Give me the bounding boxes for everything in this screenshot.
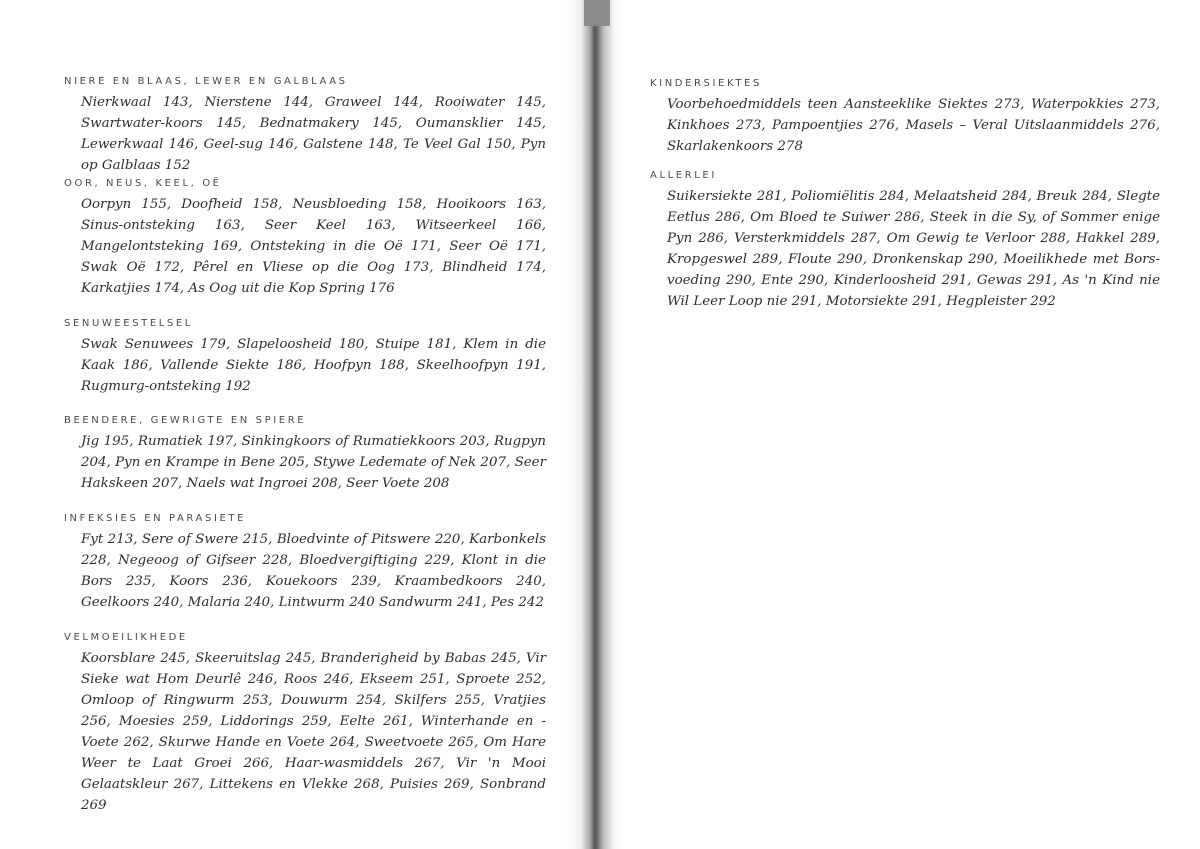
left-page [0,0,566,849]
section-heading: INFEKSIES EN PARASIETE [64,513,247,524]
section-heading: KINDERSIEKTES [650,78,762,89]
section-entries: Nierkwaal 143, Nierstene 144, Graweel 144, Rooiwater 145, Swartwater-koors 145, Bednatmakery 145, Oumansklier 145, Lewerkwaal 146, Geel-sug 146, Galstene 148, Te Veel Gal 150, Pyn op Galblaas 152 [81,95,546,173]
section-allerlei [650,170,1160,312]
book-spine-edge [584,0,610,26]
book-gutter-shadow [566,0,626,849]
section-heading: BEENDERE, GEWRIGTE EN SPIERE [64,415,307,426]
section-senuweestelsel [64,318,546,397]
section-beendere-gewrigte [64,415,546,494]
section-heading: VELMOEILIKHEDE [64,632,188,643]
section-niere-en-blaas [64,76,546,176]
section-entries: Voorbehoedmiddels teen Aansteeklike Siektes 273, Waterpokkies 273, Kinkhoes 273, Pampoentjies 276, Masels – Veral Uitslaanmiddels 276, Skarlakenkoors 278 [667,97,1160,154]
section-entries: Fyt 213, Sere of Swere 215, Bloedvinte of Pitswere 220, Karbonkels 228, Negeoog of Gifseer 228, Bloedvergiftiging 229, Klont in die Bors 235, Koors 236, Kouekoors 239, Kraambedkoors 240, Geelkoors 240, Malaria 240, Lintwurm 240 Sandwurm 241, Pes 242 [81,532,546,610]
section-entries: Koorsblare 245, Skeeruitslag 245, Branderigheid by Babas 245, Vir Sieke wat Hom Deurlê 246, Roos 246, Ekseem 251, Sproete 252, Omloop of Ringwurm 253, Douwurm 254, Skilfers 255, Vratjies 256, Moesies 259, Liddorings 259, Eelte 261, Winterhande en -Voete 262, Skurwe Hande en Voete 264, Sweetvoete 265, Om Hare Weer te Laat Groei 266, Haar-wasmiddels 267, Vir 'n Mooi Gelaatskleur 267, Littekens en Vlekke 268, Puisies 269, Sonbrand 269 [81,651,546,813]
section-infeksies [64,513,546,613]
section-heading: SENUWEESTELSEL [64,318,193,329]
section-oor-neus-keel [64,178,546,299]
section-heading: ALLERLEI [650,170,717,181]
section-entries: Suikersiekte 281, Poliomiëlitis 284, Melaatsheid 284, Breuk 284, Slegte Eetlus 286, Om Bloed te Suiwer 286, Steek in die Sy, of Sommer enige Pyn 286, Versterkmiddels 287, Om Gewig te Verloor 288, Hakkel 289, Kropgeswel 289, Floute 290, Dronkenskap 290, Moeilikhede met Bors-voeding 290, Ente 290, Kinderloosheid 291, Gewas 291, As 'n Kind nie Wil Leer Loop nie 291, Motorsiekte 291, Hegpleister 292 [667,189,1160,309]
section-entries: Oorpyn 155, Doofheid 158, Neusbloeding 158, Hooikoors 163, Sinus-ontsteking 163, Seer Keel 163, Witseerkeel 166, Mangelontsteking 169, Ontsteking in die Oë 171, Seer Oë 171, Swak Oë 172, Pêrel en Vliese op die Oog 173, Blindheid 174, Karkatjies 174, As Oog uit die Kop Spring 176 [81,197,546,296]
section-velmoeilikhede [64,632,546,816]
right-page [626,0,1200,849]
section-entries: Jig 195, Rumatiek 197, Sinkingkoors of Rumatiekkoors 203, Rugpyn 204, Pyn en Krampe in Bene 205, Stywe Ledemate of Nek 207, Seer Hakskeen 207, Naels wat Ingroei 208, Seer Voete 208 [81,434,546,491]
section-heading: OOR, NEUS, KEEL, OË [64,178,222,189]
section-kindersiektes [650,78,1160,157]
section-heading: NIERE EN BLAAS, LEWER EN GALBLAAS [64,76,348,87]
section-entries: Swak Senuwees 179, Slapeloosheid 180, Stuipe 181, Klem in die Kaak 186, Vallende Siekte 186, Hoofpyn 188, Skeelhoofpyn 191, Rugmurg-ontsteking 192 [81,337,546,394]
